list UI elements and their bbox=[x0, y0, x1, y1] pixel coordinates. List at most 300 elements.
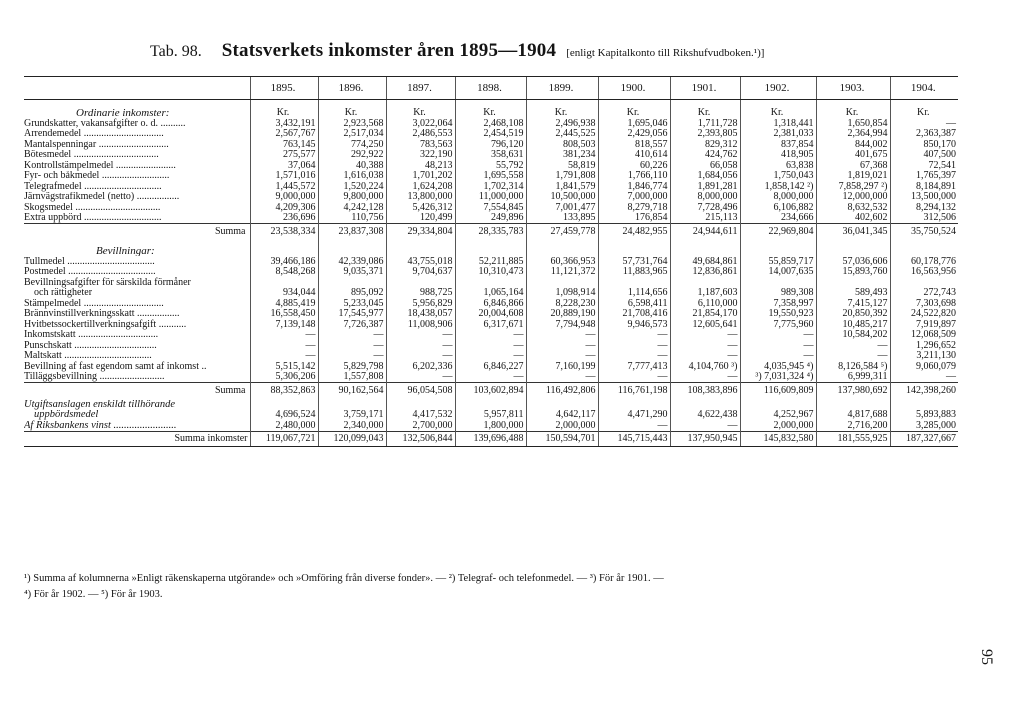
value-cell: 8,000,000 bbox=[670, 192, 740, 203]
value-cell: — bbox=[455, 372, 526, 383]
value-cell: 57,036,606 bbox=[816, 256, 890, 267]
sum-cell: 23,538,334 bbox=[250, 224, 318, 241]
heading-note: [enligt Kapitalkonto till Rikshufvudboken.¹)] bbox=[566, 47, 765, 59]
value-cell: 2,340,000 bbox=[318, 420, 386, 431]
table-row bbox=[24, 340, 958, 351]
table-row bbox=[24, 77, 958, 100]
value-cell: 2,364,994 bbox=[816, 129, 890, 140]
value-cell: 7,160,199 bbox=[526, 361, 598, 372]
value-cell: 42,339,086 bbox=[318, 256, 386, 267]
value-cell: 837,854 bbox=[740, 139, 816, 150]
row-label: Bevillningsafgifter för särskilda förmåner bbox=[24, 277, 191, 288]
sum-cell: 22,969,804 bbox=[740, 224, 816, 241]
value-cell: 4,471,290 bbox=[598, 410, 670, 421]
value-cell: 8,279,718 bbox=[598, 202, 670, 213]
value-cell bbox=[816, 277, 890, 288]
year-header: 1896. bbox=[318, 77, 386, 100]
table-row bbox=[24, 240, 958, 256]
value-cell: 5,957,811 bbox=[455, 410, 526, 421]
value-cell: 3,022,064 bbox=[386, 118, 455, 129]
value-cell: — bbox=[598, 372, 670, 383]
value-cell: 6,999,311 bbox=[816, 372, 890, 383]
table-row bbox=[24, 420, 958, 431]
value-cell bbox=[890, 277, 958, 288]
value-cell: 2,429,056 bbox=[598, 129, 670, 140]
value-cell: 2,486,553 bbox=[386, 129, 455, 140]
value-cell: 7,858,297 ²) bbox=[816, 181, 890, 192]
value-cell: 783,563 bbox=[386, 139, 455, 150]
value-cell: 1,800,000 bbox=[455, 420, 526, 431]
value-cell: 7,415,127 bbox=[816, 298, 890, 309]
row-label: och rättigheter bbox=[34, 287, 93, 298]
table-row bbox=[24, 213, 958, 224]
sum-cell: 137,980,692 bbox=[816, 383, 890, 400]
row-label: Grundskatter, vakansafgifter o. d. .......... bbox=[24, 118, 186, 129]
value-cell bbox=[670, 399, 740, 410]
value-cell: 24,522,820 bbox=[890, 309, 958, 320]
value-cell bbox=[318, 399, 386, 410]
year-header: 1902. bbox=[740, 77, 816, 100]
value-cell: — bbox=[455, 330, 526, 341]
value-cell: 988,725 bbox=[386, 288, 455, 299]
value-cell: 55,792 bbox=[455, 160, 526, 171]
value-cell: 2,496,938 bbox=[526, 118, 598, 129]
value-cell: 2,445,525 bbox=[526, 129, 598, 140]
section-title-bevillningar: Bevillningar: bbox=[96, 245, 155, 256]
value-cell: 12,605,641 bbox=[670, 319, 740, 330]
sum-cell: 142,398,260 bbox=[890, 383, 958, 400]
unit-label: Kr. bbox=[816, 100, 890, 119]
value-cell: 322,190 bbox=[386, 150, 455, 161]
table-row bbox=[24, 298, 958, 309]
value-cell: 796,120 bbox=[455, 139, 526, 150]
row-label: Af Riksbankens vinst ........................ bbox=[24, 420, 177, 431]
value-cell: 11,000,000 bbox=[455, 192, 526, 203]
value-cell: 272,743 bbox=[890, 288, 958, 299]
value-cell: 110,756 bbox=[318, 213, 386, 224]
value-cell: 5,515,142 bbox=[250, 361, 318, 372]
value-cell: — bbox=[740, 351, 816, 362]
value-cell: 249,896 bbox=[455, 213, 526, 224]
sum-label: Summa inkomster bbox=[24, 431, 250, 446]
empty-cell bbox=[455, 240, 526, 256]
empty-cell bbox=[740, 240, 816, 256]
value-cell: — bbox=[890, 118, 958, 129]
value-cell: 4,885,419 bbox=[250, 298, 318, 309]
empty-cell bbox=[318, 240, 386, 256]
value-cell: 989,308 bbox=[740, 288, 816, 299]
value-cell: 37,064 bbox=[250, 160, 318, 171]
value-cell: 1,187,603 bbox=[670, 288, 740, 299]
row-label: Mantalspenningar ............................ bbox=[24, 139, 169, 150]
value-cell: 4,209,306 bbox=[250, 202, 318, 213]
table-row bbox=[24, 150, 958, 161]
value-cell: 10,310,473 bbox=[455, 267, 526, 278]
value-cell: 1,520,224 bbox=[318, 181, 386, 192]
year-header: 1900. bbox=[598, 77, 670, 100]
unit-label: Kr. bbox=[670, 100, 740, 119]
value-cell: 215,113 bbox=[670, 213, 740, 224]
sum-cell: 103,602,894 bbox=[455, 383, 526, 400]
value-cell: — bbox=[526, 340, 598, 351]
value-cell: 9,000,000 bbox=[250, 192, 318, 203]
value-cell: — bbox=[318, 351, 386, 362]
table-row bbox=[24, 410, 958, 421]
table-row bbox=[24, 288, 958, 299]
sum-cell: 132,506,844 bbox=[386, 431, 455, 446]
value-cell: 176,854 bbox=[598, 213, 670, 224]
value-cell: 1,858,142 ²) bbox=[740, 181, 816, 192]
sum-cell: 116,609,809 bbox=[740, 383, 816, 400]
unit-label: Kr. bbox=[455, 100, 526, 119]
unit-label: Kr. bbox=[386, 100, 455, 119]
value-cell bbox=[740, 277, 816, 288]
value-cell: — bbox=[318, 340, 386, 351]
value-cell: 58,819 bbox=[526, 160, 598, 171]
value-cell: 7,303,698 bbox=[890, 298, 958, 309]
value-cell: 1,791,808 bbox=[526, 171, 598, 182]
value-cell: 1,571,016 bbox=[250, 171, 318, 182]
year-header: 1903. bbox=[816, 77, 890, 100]
header-corner bbox=[24, 77, 250, 100]
table-row bbox=[24, 267, 958, 278]
value-cell: 358,631 bbox=[455, 150, 526, 161]
empty-cell bbox=[598, 240, 670, 256]
value-cell: 5,426,312 bbox=[386, 202, 455, 213]
value-cell: 9,946,573 bbox=[598, 319, 670, 330]
value-cell: — bbox=[740, 330, 816, 341]
value-cell: 774,250 bbox=[318, 139, 386, 150]
value-cell: 16,563,956 bbox=[890, 267, 958, 278]
value-cell: 1,624,208 bbox=[386, 181, 455, 192]
sum-cell: 116,761,198 bbox=[598, 383, 670, 400]
value-cell: 20,889,190 bbox=[526, 309, 598, 320]
sum-cell: 145,832,580 bbox=[740, 431, 816, 446]
value-cell: 72,541 bbox=[890, 160, 958, 171]
value-cell: — bbox=[670, 420, 740, 431]
sum-cell: 108,383,896 bbox=[670, 383, 740, 400]
value-cell: 236,696 bbox=[250, 213, 318, 224]
value-cell: 7,001,477 bbox=[526, 202, 598, 213]
value-cell: 2,000,000 bbox=[526, 420, 598, 431]
sum-cell: 119,067,721 bbox=[250, 431, 318, 446]
value-cell bbox=[250, 277, 318, 288]
table-row bbox=[24, 383, 958, 400]
value-cell: 402,602 bbox=[816, 213, 890, 224]
value-cell bbox=[670, 277, 740, 288]
value-cell: 66,058 bbox=[670, 160, 740, 171]
value-cell: 418,905 bbox=[740, 150, 816, 161]
value-cell bbox=[250, 399, 318, 410]
value-cell: 1,819,021 bbox=[816, 171, 890, 182]
value-cell bbox=[598, 277, 670, 288]
value-cell: 19,550,923 bbox=[740, 309, 816, 320]
year-header: 1901. bbox=[670, 77, 740, 100]
value-cell: 850,170 bbox=[890, 139, 958, 150]
value-cell: 20,004,608 bbox=[455, 309, 526, 320]
sum-cell: 150,594,701 bbox=[526, 431, 598, 446]
row-label: Stämpelmedel ................................ bbox=[24, 298, 164, 309]
value-cell: 3,432,191 bbox=[250, 118, 318, 129]
value-cell: 5,306,206 bbox=[250, 372, 318, 383]
unit-label: Kr. bbox=[250, 100, 318, 119]
value-cell: 43,755,018 bbox=[386, 256, 455, 267]
row-label: Hvitbetssockertillverkningsafgift ........... bbox=[24, 319, 187, 330]
sum-cell: 35,750,524 bbox=[890, 224, 958, 241]
value-cell: 4,035,945 ⁴) bbox=[740, 361, 816, 372]
value-cell: 15,893,760 bbox=[816, 267, 890, 278]
value-cell: 7,139,148 bbox=[250, 319, 318, 330]
footnote-line: ¹) Summa af kolumnerna »Enligt räkenskaperna utgörande» och »Omföring från diverse fonder». — ²) Telegraf- och telefonmedel. — ³) För år 1901. — bbox=[24, 573, 664, 584]
row-label: Utgiftsanslagen enskildt tillhörande bbox=[24, 399, 176, 410]
value-cell: — bbox=[816, 340, 890, 351]
value-cell: 21,854,170 bbox=[670, 309, 740, 320]
unit-label: Kr. bbox=[526, 100, 598, 119]
footnote-line: ⁴) För år 1902. — ⁵) För år 1903. bbox=[24, 589, 163, 600]
sum-cell: 28,335,783 bbox=[455, 224, 526, 241]
row-label: Inkomstskatt ................................ bbox=[24, 329, 159, 340]
value-cell: 1,557,808 bbox=[318, 372, 386, 383]
value-cell: 133,895 bbox=[526, 213, 598, 224]
table-row bbox=[24, 431, 958, 446]
value-cell: 120,499 bbox=[386, 213, 455, 224]
value-cell: 8,000,000 bbox=[740, 192, 816, 203]
value-cell bbox=[386, 399, 455, 410]
table-row bbox=[24, 181, 958, 192]
sum-cell: 29,334,804 bbox=[386, 224, 455, 241]
value-cell: 4,417,532 bbox=[386, 410, 455, 421]
value-cell: 12,000,000 bbox=[816, 192, 890, 203]
value-cell: — bbox=[598, 351, 670, 362]
row-label: Bevillning af fast egendom samt af inkomst .. bbox=[24, 361, 207, 372]
value-cell: 2,700,000 bbox=[386, 420, 455, 431]
value-cell: 7,554,845 bbox=[455, 202, 526, 213]
sum-cell: 120,099,043 bbox=[318, 431, 386, 446]
value-cell: 2,454,519 bbox=[455, 129, 526, 140]
value-cell: 808,503 bbox=[526, 139, 598, 150]
value-cell: — bbox=[670, 351, 740, 362]
value-cell: 1,684,056 bbox=[670, 171, 740, 182]
sum-cell: 23,837,308 bbox=[318, 224, 386, 241]
value-cell: 829,312 bbox=[670, 139, 740, 150]
value-cell bbox=[740, 399, 816, 410]
section-title-ordinarie: Ordinarie inkomster: bbox=[76, 107, 170, 118]
value-cell: 410,614 bbox=[598, 150, 670, 161]
table-row bbox=[24, 171, 958, 182]
year-header: 1895. bbox=[250, 77, 318, 100]
value-cell: 312,506 bbox=[890, 213, 958, 224]
value-cell: 6,317,671 bbox=[455, 319, 526, 330]
value-cell: — bbox=[526, 330, 598, 341]
value-cell: — bbox=[598, 420, 670, 431]
value-cell: 6,110,000 bbox=[670, 298, 740, 309]
value-cell: 4,242,128 bbox=[318, 202, 386, 213]
value-cell: — bbox=[816, 351, 890, 362]
value-cell: 9,060,079 bbox=[890, 361, 958, 372]
value-cell: 8,548,268 bbox=[250, 267, 318, 278]
value-cell: 11,121,372 bbox=[526, 267, 598, 278]
value-cell bbox=[455, 399, 526, 410]
value-cell: — bbox=[890, 372, 958, 383]
row-label: Järnvägstrafikmedel (netto) ................. bbox=[24, 191, 180, 202]
value-cell bbox=[526, 277, 598, 288]
value-cell: 7,775,960 bbox=[740, 319, 816, 330]
value-cell: 1,098,914 bbox=[526, 288, 598, 299]
page-number: 95 bbox=[978, 649, 995, 665]
value-cell: 2,363,387 bbox=[890, 129, 958, 140]
value-cell: — bbox=[526, 372, 598, 383]
value-cell: — bbox=[455, 340, 526, 351]
value-cell: 2,468,108 bbox=[455, 118, 526, 129]
value-cell: 407,500 bbox=[890, 150, 958, 161]
sum-cell: 27,459,778 bbox=[526, 224, 598, 241]
table-row bbox=[24, 277, 958, 288]
value-cell: 292,922 bbox=[318, 150, 386, 161]
table-row bbox=[24, 192, 958, 203]
value-cell: 1,296,652 bbox=[890, 340, 958, 351]
value-cell: 18,438,057 bbox=[386, 309, 455, 320]
sum-cell: 187,327,667 bbox=[890, 431, 958, 446]
value-cell: 6,846,227 bbox=[455, 361, 526, 372]
row-label: Kontrollstämpelmedel ........................ bbox=[24, 160, 176, 171]
value-cell: 1,766,110 bbox=[598, 171, 670, 182]
unit-label: Kr. bbox=[890, 100, 958, 119]
table-row bbox=[24, 256, 958, 267]
value-cell: 5,233,045 bbox=[318, 298, 386, 309]
value-cell: 2,716,200 bbox=[816, 420, 890, 431]
value-cell bbox=[455, 277, 526, 288]
table-row bbox=[24, 202, 958, 213]
value-cell: 2,000,000 bbox=[740, 420, 816, 431]
row-label: Punschskatt ................................. bbox=[24, 340, 157, 351]
unit-label: Kr. bbox=[598, 100, 670, 119]
value-cell bbox=[598, 399, 670, 410]
value-cell: — bbox=[386, 351, 455, 362]
value-cell: 424,762 bbox=[670, 150, 740, 161]
sum-cell: 36,041,345 bbox=[816, 224, 890, 241]
row-label: Bötesmedel .................................. bbox=[24, 149, 159, 160]
value-cell: 5,956,829 bbox=[386, 298, 455, 309]
sum-cell: 181,555,925 bbox=[816, 431, 890, 446]
footnotes bbox=[24, 571, 984, 603]
empty-cell bbox=[670, 240, 740, 256]
value-cell: — bbox=[455, 351, 526, 362]
value-cell: 234,666 bbox=[740, 213, 816, 224]
value-cell: — bbox=[598, 330, 670, 341]
row-label: Arrendemedel ................................ bbox=[24, 128, 164, 139]
sum-cell: 116,492,806 bbox=[526, 383, 598, 400]
unit-label: Kr. bbox=[318, 100, 386, 119]
value-cell: 4,104,760 ³) bbox=[670, 361, 740, 372]
value-cell: 401,675 bbox=[816, 150, 890, 161]
value-cell: — bbox=[250, 330, 318, 341]
value-cell bbox=[318, 277, 386, 288]
row-label: Postmedel ................................... bbox=[24, 266, 156, 277]
table-row bbox=[24, 399, 958, 410]
value-cell: 1,065,164 bbox=[455, 288, 526, 299]
value-cell: 10,500,000 bbox=[526, 192, 598, 203]
value-cell: 8,126,584 ⁵) bbox=[816, 361, 890, 372]
value-cell: 6,846,866 bbox=[455, 298, 526, 309]
table-row bbox=[24, 319, 958, 330]
sum-label: Summa bbox=[24, 224, 250, 241]
table-row bbox=[24, 309, 958, 320]
value-cell: 5,829,798 bbox=[318, 361, 386, 372]
value-cell: 4,696,524 bbox=[250, 410, 318, 421]
empty-cell bbox=[386, 240, 455, 256]
value-cell: 4,252,967 bbox=[740, 410, 816, 421]
value-cell: 1,695,046 bbox=[598, 118, 670, 129]
value-cell: 20,850,392 bbox=[816, 309, 890, 320]
value-cell: 8,294,132 bbox=[890, 202, 958, 213]
value-cell: 63,838 bbox=[740, 160, 816, 171]
table-row bbox=[24, 361, 958, 372]
value-cell: 4,622,438 bbox=[670, 410, 740, 421]
value-cell: 1,701,202 bbox=[386, 171, 455, 182]
table-row bbox=[24, 129, 958, 140]
value-cell: 1,765,397 bbox=[890, 171, 958, 182]
value-cell: 7,777,413 bbox=[598, 361, 670, 372]
value-cell: 2,517,034 bbox=[318, 129, 386, 140]
value-cell: 2,393,805 bbox=[670, 129, 740, 140]
value-cell: 2,480,000 bbox=[250, 420, 318, 431]
sum-label: Summa bbox=[24, 383, 250, 400]
row-label: Tilläggsbevillning .......................... bbox=[24, 371, 165, 382]
value-cell: 10,485,217 bbox=[816, 319, 890, 330]
value-cell: 11,008,906 bbox=[386, 319, 455, 330]
value-cell: 1,695,558 bbox=[455, 171, 526, 182]
value-cell: — bbox=[386, 372, 455, 383]
revenue-table bbox=[24, 76, 958, 447]
value-cell: 7,726,387 bbox=[318, 319, 386, 330]
row-label: Brännvinstillverkningsskatt ................. bbox=[24, 308, 180, 319]
value-cell: 589,493 bbox=[816, 288, 890, 299]
year-header: 1898. bbox=[455, 77, 526, 100]
value-cell: 1,711,728 bbox=[670, 118, 740, 129]
value-cell: — bbox=[318, 330, 386, 341]
empty-cell bbox=[890, 240, 958, 256]
value-cell: 6,598,411 bbox=[598, 298, 670, 309]
value-cell: 934,044 bbox=[250, 288, 318, 299]
value-cell: — bbox=[670, 330, 740, 341]
value-cell: 818,557 bbox=[598, 139, 670, 150]
value-cell: 57,731,764 bbox=[598, 256, 670, 267]
value-cell: 16,558,450 bbox=[250, 309, 318, 320]
value-cell: 7,728,496 bbox=[670, 202, 740, 213]
row-label: Telegrafmedel ............................... bbox=[24, 181, 162, 192]
value-cell: 1,841,579 bbox=[526, 181, 598, 192]
sum-cell: 88,352,863 bbox=[250, 383, 318, 400]
value-cell: 48,213 bbox=[386, 160, 455, 171]
table-row bbox=[24, 224, 958, 241]
value-cell: 4,642,117 bbox=[526, 410, 598, 421]
value-cell: 12,836,861 bbox=[670, 267, 740, 278]
value-cell bbox=[816, 399, 890, 410]
table-number: Tab. 98. bbox=[150, 43, 202, 60]
value-cell: 6,202,336 bbox=[386, 361, 455, 372]
value-cell: 1,650,854 bbox=[816, 118, 890, 129]
value-cell: 10,584,202 bbox=[816, 330, 890, 341]
value-cell: — bbox=[250, 340, 318, 351]
empty-cell bbox=[250, 240, 318, 256]
table-heading: Statsverkets inkomster åren 1895—1904 bbox=[221, 40, 557, 61]
value-cell: 67,368 bbox=[816, 160, 890, 171]
sum-cell: 24,944,611 bbox=[670, 224, 740, 241]
value-cell: 14,007,635 bbox=[740, 267, 816, 278]
unit-label: Kr. bbox=[740, 100, 816, 119]
value-cell: 9,800,000 bbox=[318, 192, 386, 203]
value-cell: — bbox=[740, 340, 816, 351]
